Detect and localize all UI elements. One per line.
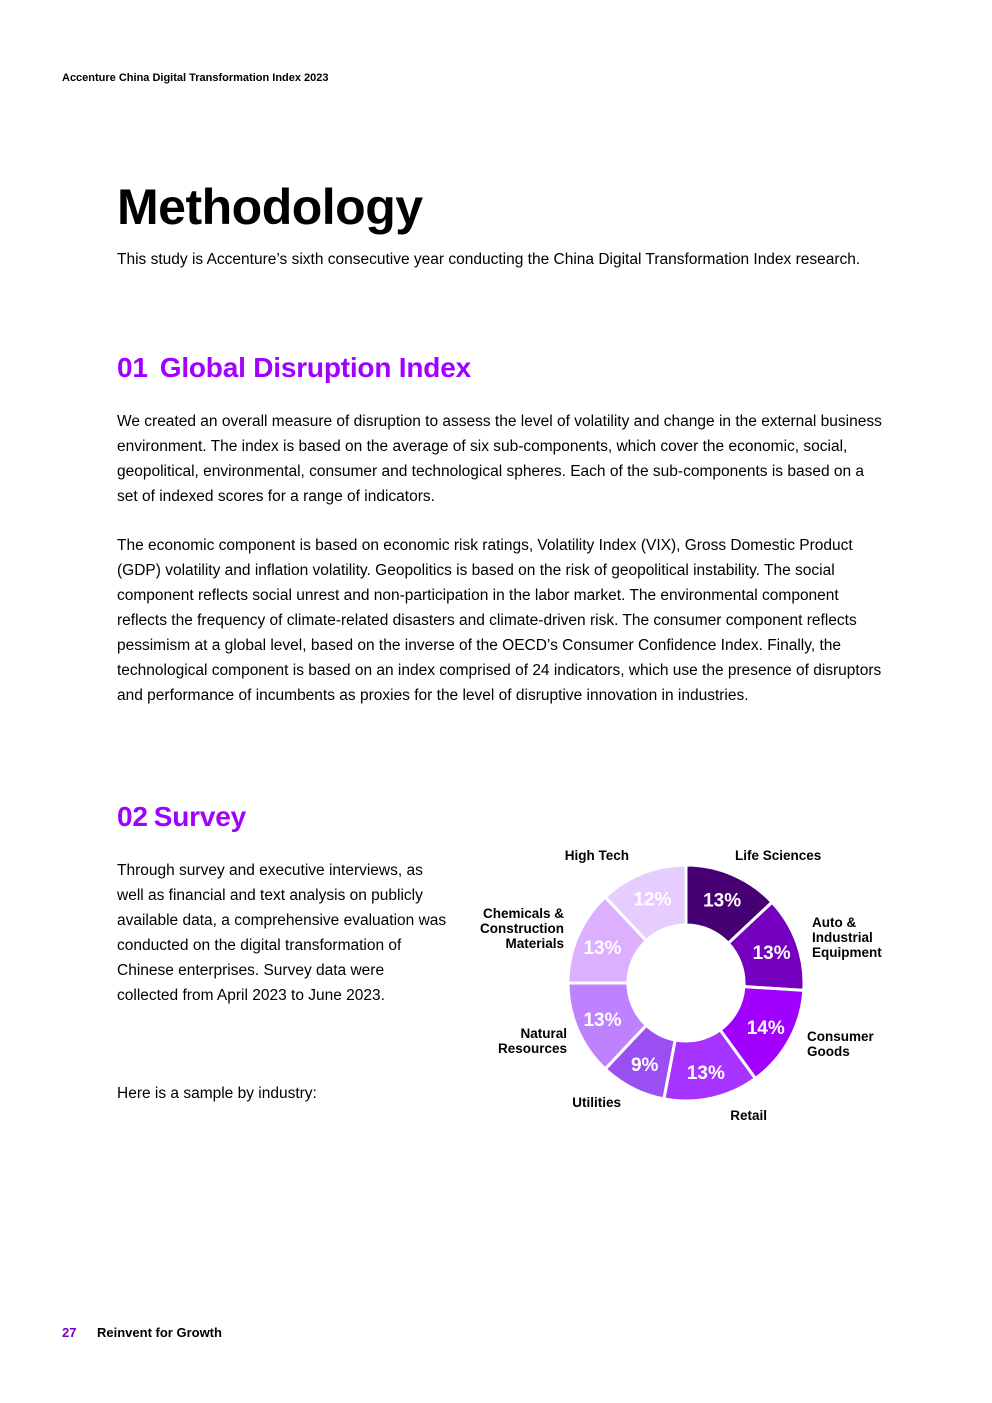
footer-label: Reinvent for Growth <box>97 1325 222 1340</box>
slice-category-label: Retail <box>730 1108 767 1123</box>
body-paragraph: The economic component is based on economic risk ratings, Volatility Index (VIX), Gross Domestic Product (GDP) volatility and inflation volatility. Geopolitics is based on the risk of geopolitical instability. The social component reflects social unrest and non-participation in the labor market. The environmental component reflects the frequency of climate-related disasters and climate-driven risk. The consumer component reflects pessimism at a global level, based on the inverse of the OECD’s Consumer Confidence Index. Finally, the technological component is based on an index comprised of 24 indicators, which use the presence of disruptors and performance of incumbents as proxies for the level of disruptive innovation in industries. <box>117 537 882 704</box>
section-title: Survey <box>153 801 246 832</box>
slice-category-label: Consumer Goods <box>807 1029 874 1059</box>
slice-category-label: Natural Resources <box>497 1026 567 1056</box>
body-paragraph: Through survey and executive interviews, as well as financial and text analysis on publicly available data, a comprehensive evaluation was conducted on the digital transformation of Chinese enterprises. Survey data were collected from April 2023 to June 2023. <box>117 862 447 1004</box>
section-number: 02 <box>117 801 148 832</box>
body-paragraph: Here is a sample by industry: <box>117 1085 317 1102</box>
slice-category-label: Life Sciences <box>735 848 822 863</box>
slice-value-label: 13% <box>686 1062 725 1084</box>
slice-category-label: High Tech <box>564 848 629 863</box>
body-paragraph: We created an overall measure of disruption to assess the level of volatility and change in the external business environment. The index is based on the average of six sub-components, which cover the economic, social, geopolitical, environmental, consumer and technological spheres. Each of the sub-components is based on a set of indexed scores for a range of indicators. <box>117 413 882 505</box>
page-number: 27 <box>62 1325 77 1340</box>
page-title: Methodology <box>117 179 423 235</box>
slice-value-label: 9% <box>630 1055 659 1077</box>
slice-category-label: Auto & Industrial Equipment <box>812 915 882 960</box>
section-title: Global Disruption Index <box>159 352 471 383</box>
slice-value-label: 12% <box>633 889 672 911</box>
slice-value-label: 13% <box>703 890 742 912</box>
slice-value-label: 13% <box>752 943 791 965</box>
slice-category-label: Chemicals & Construction Materials <box>480 906 564 951</box>
slice-category-label: Utilities <box>572 1095 621 1110</box>
running-header: Accenture China Digital Transformation Index 2023 <box>62 72 329 84</box>
slice-value-label: 13% <box>583 1010 622 1032</box>
intro-paragraph: This study is Accenture’s sixth consecutive year conducting the China Digital Transformation Index research. <box>117 251 861 268</box>
slice-value-label: 14% <box>746 1017 785 1039</box>
slice-value-label: 13% <box>583 937 622 959</box>
section-number: 01 <box>117 352 148 383</box>
